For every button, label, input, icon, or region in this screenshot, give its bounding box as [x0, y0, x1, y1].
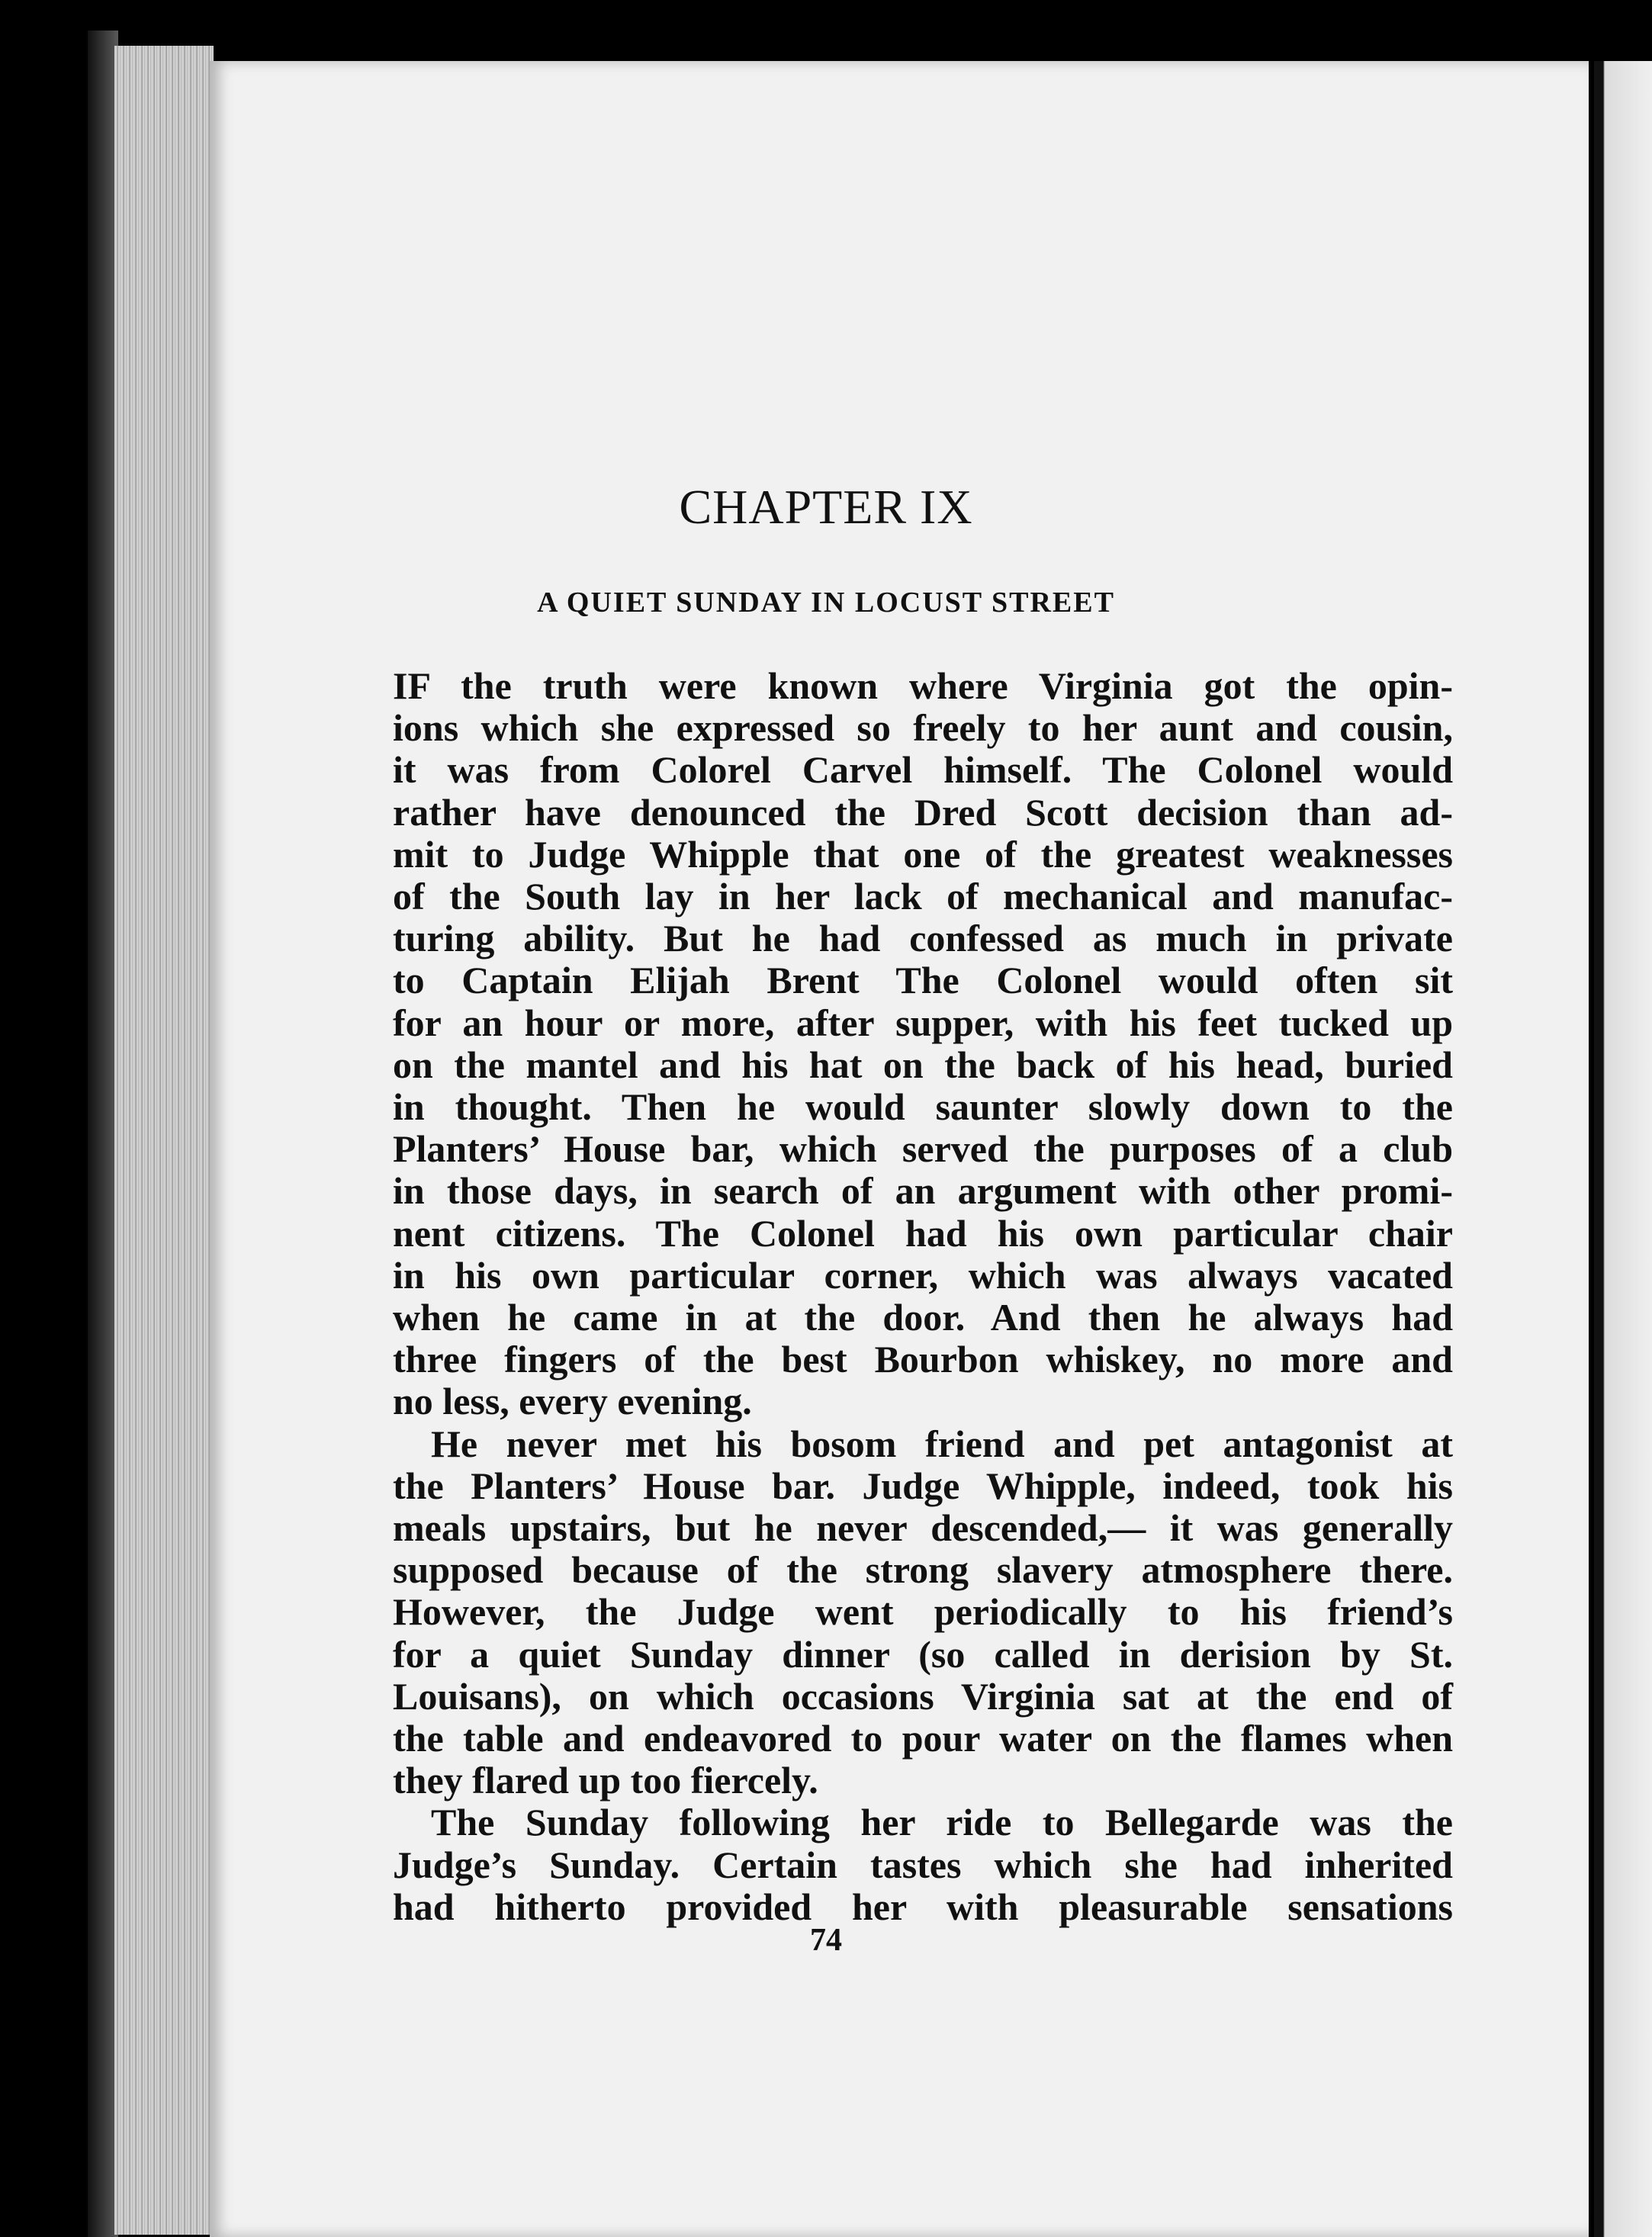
text-line: for an hour or more, after supper, with his feet tucked up — [393, 1001, 1453, 1044]
text-line: the Planters’ House bar. Judge Whipple, indeed, took his — [393, 1464, 1453, 1507]
chapter-subtitle: A QUIET SUNDAY IN LOCUST STREET — [537, 587, 1115, 619]
text-line: in those days, in search of an argument with other promi- — [393, 1169, 1453, 1213]
text-line: three fingers of the best Bourbon whiskey, no more and — [393, 1338, 1453, 1381]
page-number: 74 — [810, 1923, 842, 1958]
text-line: nent citizens. The Colonel had his own particular chair — [393, 1211, 1453, 1255]
text-line: had hitherto provided her with pleasurable sensations — [393, 1885, 1453, 1928]
text-line: meals upstairs, but he never descended,— it was generally — [393, 1506, 1453, 1550]
text-line: they flared up too fiercely. — [393, 1759, 818, 1802]
text-line: Planters’ House bar, which served the purposes of a club — [393, 1127, 1453, 1171]
body-text — [393, 665, 1453, 1928]
text-line: it was from Colorel Carvel himself. The Colonel would — [393, 748, 1453, 792]
text-line: in thought. Then he would saunter slowly down to the — [393, 1085, 1453, 1129]
chapter-heading: CHAPTER IX — [679, 480, 973, 534]
text-line: when he came in at the door. And then he always had — [393, 1296, 1453, 1339]
text-line: mit to Judge Whipple that one of the greatest weaknesses — [393, 832, 1453, 876]
text-line: However, the Judge went periodically to his friend’s — [393, 1590, 1453, 1634]
text-line: rather have denounced the Dred Scott decision than ad- — [393, 790, 1453, 834]
text-line: Judge’s Sunday. Certain tastes which she had inherited — [393, 1843, 1453, 1886]
text-line: for a quiet Sunday dinner (so called in derision by St. — [393, 1632, 1453, 1676]
text-line: in his own particular corner, which was always vacated — [393, 1253, 1453, 1297]
book-spine-shadow — [88, 31, 118, 2237]
text-line: IF the truth were known where Virginia got the opin- — [393, 664, 1453, 707]
text-line: to Captain Elijah Brent The Colonel would often sit — [393, 959, 1453, 1002]
text-line: The Sunday following her ride to Bellegarde was the — [431, 1801, 1453, 1844]
text-line: on the mantel and his hat on the back of his head, buried — [393, 1043, 1453, 1086]
text-line: He never met his bosom friend and pet antagonist at — [431, 1422, 1453, 1465]
text-line: Louisans), on which occasions Virginia sat at the end of — [393, 1674, 1453, 1718]
text-line: supposed because of the strong slavery atmosphere there. — [393, 1548, 1453, 1592]
text-line: ions which she expressed so freely to her aunt and cousin, — [393, 706, 1453, 750]
page-edges-stack — [114, 46, 214, 2235]
text-line: no less, every evening. — [393, 1380, 752, 1423]
text-line: of the South lay in her lack of mechanical and manufac- — [393, 875, 1453, 918]
text-line: the table and endeavored to pour water on the flames when — [393, 1717, 1453, 1760]
text-line: turing ability. But he had confessed as much in private — [393, 917, 1453, 960]
adjacent-page-edge — [1594, 61, 1652, 2237]
